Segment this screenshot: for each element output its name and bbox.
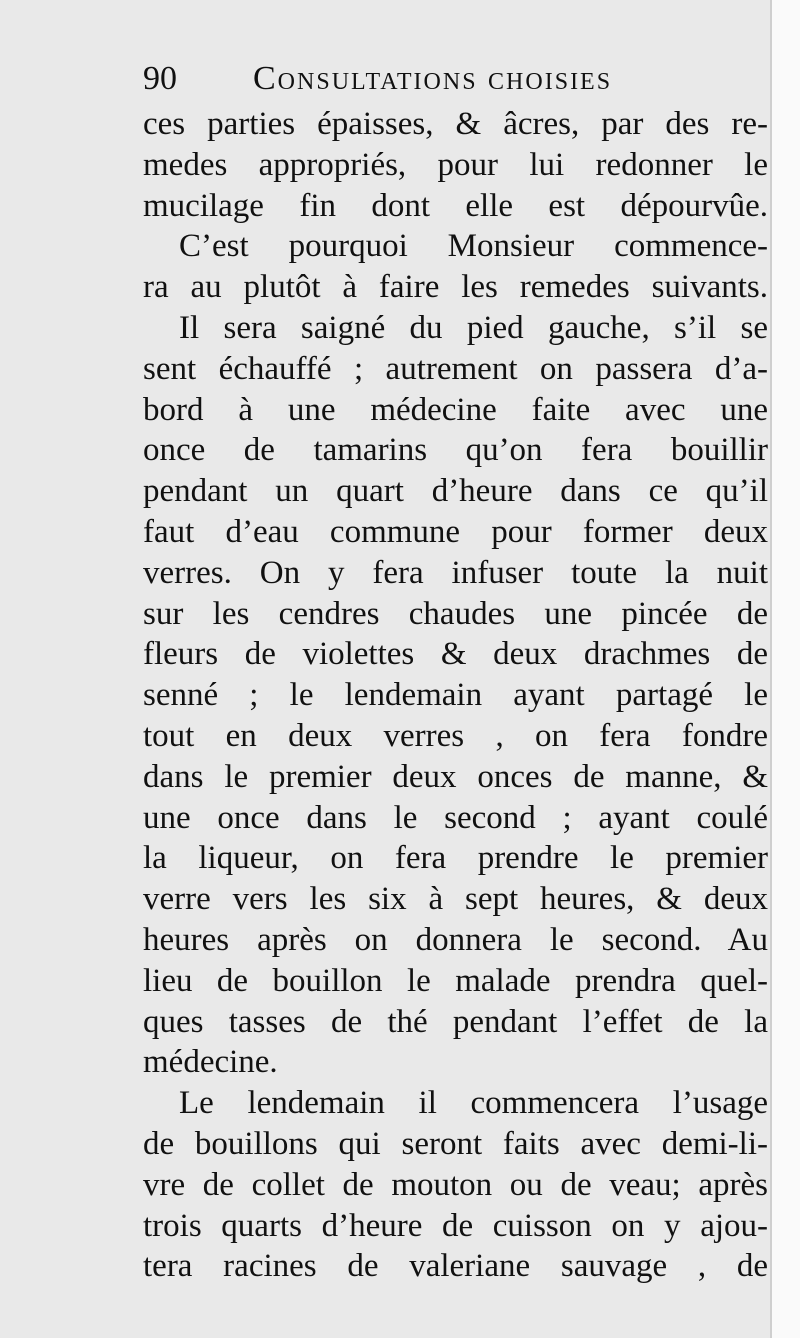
running-title: Consultations choisies (253, 60, 613, 97)
text-line: médecine. (143, 1044, 278, 1081)
text-line: heures après on donnera le second. Au (143, 921, 768, 958)
text-line: verre vers les six à sept heures, & deux (143, 881, 768, 918)
text-line: bord à une médecine faite avec une (143, 391, 768, 428)
page-number: 90 (143, 60, 177, 97)
text-line: la liqueur, on fera prendre le premier (143, 840, 768, 877)
text-line: une once dans le second ; ayant coulé (143, 799, 768, 836)
text-line: lieu de bouillon le malade prendra quel- (143, 962, 768, 999)
text-line: verres. On y fera infuser toute la nuit (143, 554, 768, 591)
body-text (143, 104, 768, 1287)
text-line: tera racines de valeriane sauvage , de (143, 1248, 768, 1285)
page-edge (772, 0, 800, 1338)
text-line: vre de collet de mouton ou de veau; après (143, 1166, 768, 1203)
text-line: ces parties épaisses, & âcres, par des re- (143, 106, 768, 142)
text-line: sur les cendres chaudes une pincée de (143, 595, 768, 632)
text-line: faut d’eau commune pour former deux (143, 513, 768, 550)
text-line: dans le premier deux onces de manne, & (143, 758, 768, 795)
text-line: senné ; le lendemain ayant partagé le (143, 677, 768, 714)
text-line: sent échauffé ; autrement on passera d’a- (143, 350, 768, 387)
text-line: mucilage fin dont elle est dépourvûe. (143, 187, 768, 224)
text-line: fleurs de violettes & deux drachmes de (143, 636, 768, 673)
text-line: medes appropriés, pour lui redonner le (143, 146, 768, 183)
text-line: pendant un quart d’heure dans ce qu’il (143, 473, 768, 510)
text-line: once de tamarins qu’on fera bouillir (143, 432, 768, 469)
text-line: Il sera saigné du pied gauche, s’il se (179, 309, 768, 346)
text-line: C’est pourquoi Monsieur commence- (179, 228, 768, 265)
text-line: tout en deux verres , on fera fondre (143, 717, 768, 754)
text-line: ra au plutôt à faire les remedes suivants. (143, 269, 768, 306)
text-line: Le lendemain il commencera l’usage (179, 1085, 768, 1122)
text-line: de bouillons qui seront faits avec demi-li- (143, 1125, 768, 1162)
text-line: ques tasses de thé pendant l’effet de la (143, 1003, 768, 1040)
text-line: trois quarts d’heure de cuisson on y ajou- (143, 1207, 768, 1244)
page-header (143, 60, 663, 104)
